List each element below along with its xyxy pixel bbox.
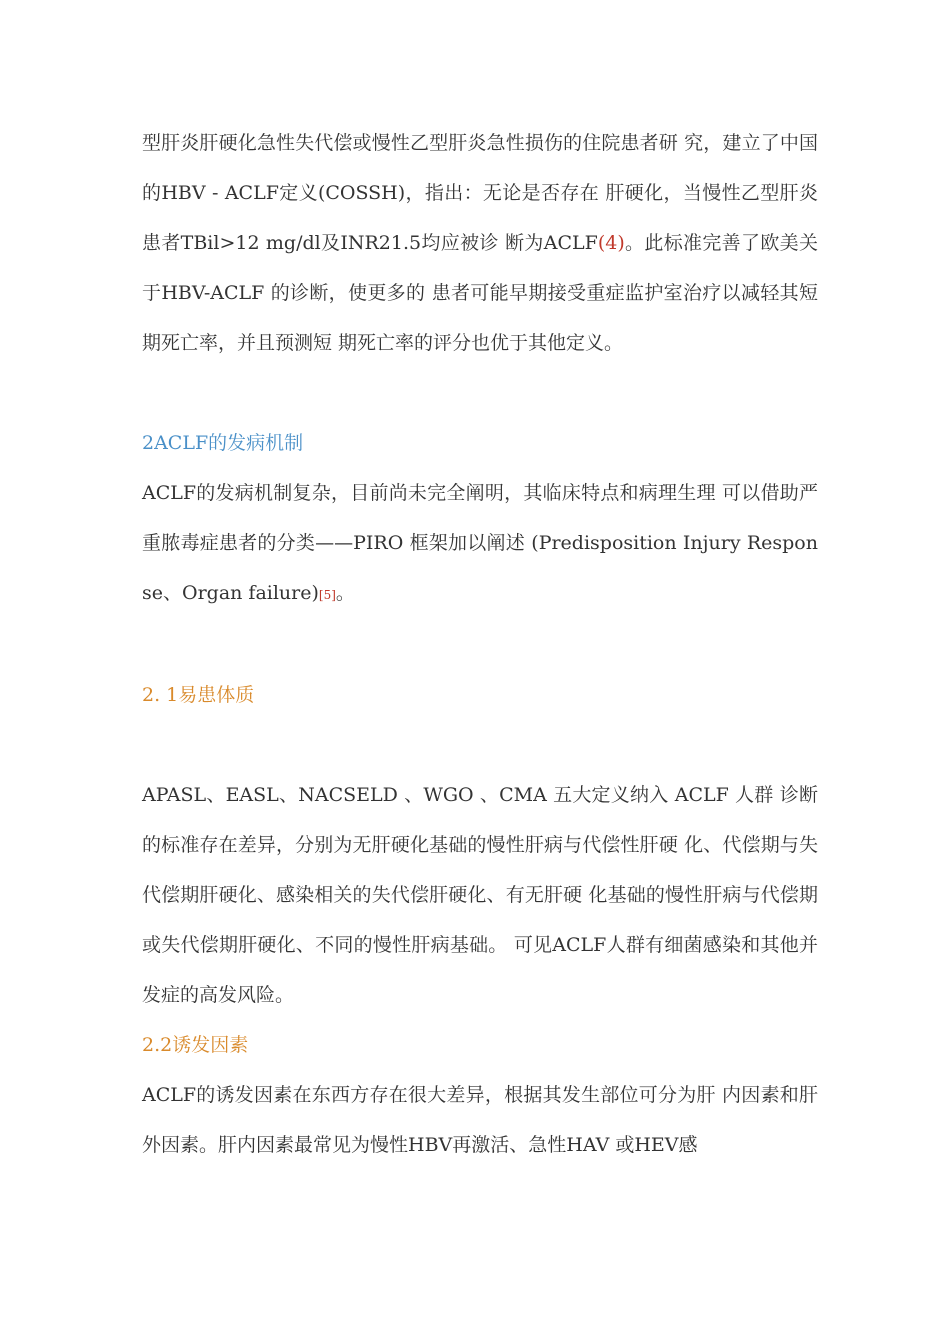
spacer [142,620,818,670]
document-page [142,118,818,1170]
spacer [142,368,818,418]
subsection-heading-precipitating-factors: 2.2诱发因素 [142,1034,249,1056]
paragraph-text-tail: 。此标准完善了欧美关于HBV-ACLF 的诊断，使更多的 患者可能早期接受重症监护室治疗以减轻其短期死亡率，并且预测短 期死亡率的评分也优于其他定义。 [142,232,818,354]
paragraph-cossh-definition [142,118,818,368]
paragraph-definitions-comparison: APASL、EASL、NACSELD 、WGO 、CMA 五大定义纳入 ACLF 人群 诊断的标准存在差异，分别为无肝硬化基础的慢性肝病与代偿性肝硬 化、代偿期与失代偿期肝硬化、感染相关的失代偿肝硬化、有无肝硬 化基础的慢性肝病与代偿期或失代偿期肝硬化、不同的慢性肝病基础。 可见ACLF人群有细菌感染和其他并发症的高发风险。 [142,784,818,1006]
section-heading-pathogenesis: 2ACLF的发病机制 [142,432,304,454]
reference-citation[interactable]: (4) [597,232,625,254]
subsection-heading-predisposition: 2. 1易患体质 [142,684,255,706]
paragraph-piro-framework [142,468,818,620]
paragraph-text-tail: 。 [335,582,355,604]
paragraph-text: ACLF的发病机制复杂，目前尚未完全阐明，其临床特点和病理生理 可以借助严重脓毒症患者的分类——PIRO 框架加以阐述 (Predisposition Injury Response、Organ failure) [142,482,818,604]
paragraph-precipitating-factors: ACLF的诱发因素在东西方存在很大差异，根据其发生部位可分为肝 内因素和肝外因素。肝内因素最常见为慢性HBV再激活、急性HAV 或HEV感 [142,1084,818,1156]
reference-citation[interactable]: [5] [318,588,336,602]
spacer [142,720,818,770]
paragraph-text: 型肝炎肝硬化急性失代偿或慢性乙型肝炎急性损伤的住院患者研 究，建立了中国的HBV - ACLF定义(COSSH)，指出：无论是否存在 肝硬化，当慢性乙型肝炎患者TBil>12 mg/dl及INR21.5均应被诊 断为ACLF [142,132,818,254]
